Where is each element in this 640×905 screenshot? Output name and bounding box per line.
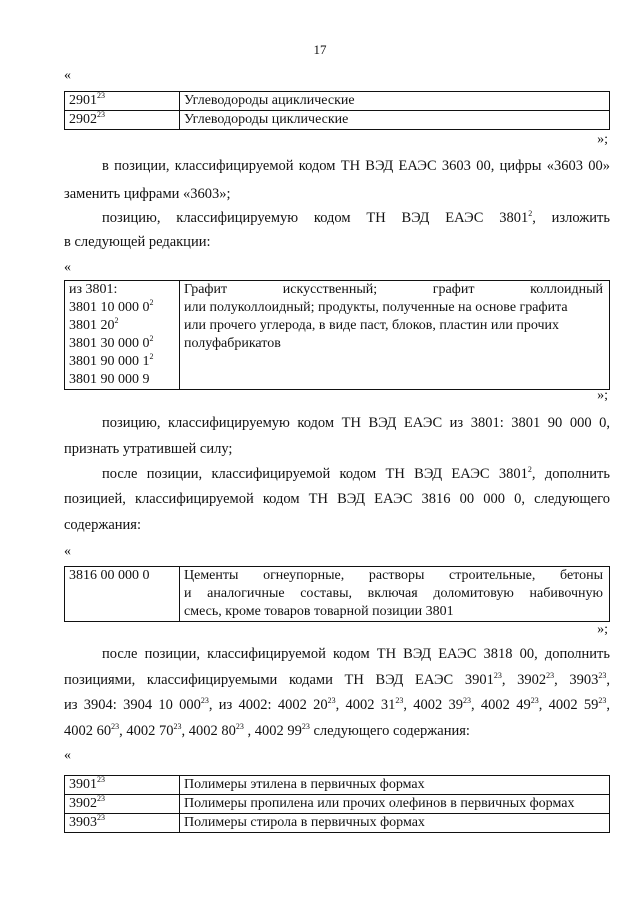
footnote-ref: 2 <box>149 352 154 361</box>
open-quote: « <box>64 260 71 275</box>
footnote-ref: 23 <box>327 696 336 705</box>
description-cell <box>180 567 610 622</box>
footnote-ref: 23 <box>173 722 182 731</box>
paragraph-after-3818-line3 <box>64 696 610 715</box>
footnote-ref: 23 <box>493 671 502 680</box>
table-row <box>65 111 610 130</box>
footnote-ref: 2 <box>114 316 119 325</box>
paragraph-3801-repeal-cont: признать утратившей силу; <box>64 441 233 457</box>
description-line: смесь, кроме товаров товарной позиции 3801 <box>184 604 454 619</box>
footnote-ref: 23 <box>301 722 310 731</box>
footnote-ref: 23 <box>598 696 607 705</box>
code-line: из 3801: <box>69 282 118 297</box>
description-cell: Полимеры этилена в первичных формах <box>180 776 610 795</box>
paragraph-after-3818-line2 <box>64 671 610 690</box>
footnote-ref: 23 <box>97 813 105 822</box>
code-line: 3801 30 000 $0^2$ <box>69 334 154 351</box>
paragraph-after-3801-line3: содержания: <box>64 517 142 533</box>
text-segment: позициями, классифицируемыми кодами ТН ВЭД ЕАЭС 3901 <box>64 672 494 688</box>
footnote-ref: 2 <box>149 334 154 343</box>
footnote-ref: 23 <box>463 696 472 705</box>
paragraph-3801-repeal: позицию, классифицируемую кодом ТН ВЭД ЕАЭС из 3801: 3801 90 000 0, <box>102 415 610 431</box>
page-number: 17 <box>313 42 327 57</box>
description-line: Цементы огнеупорные, растворы строительные, бетоны <box>184 568 603 583</box>
close-quote: »; <box>597 622 608 637</box>
description-cell: Полимеры стирола в первичных формах <box>180 814 610 833</box>
text-segment: следующего содержания: <box>309 723 470 739</box>
text-segment: , <box>606 672 610 688</box>
paragraph-3801-cont: в следующей редакции: <box>64 234 211 250</box>
text-segment: из 3904: 3904 10 000 <box>64 697 201 713</box>
codes-cell <box>65 281 180 390</box>
open-quote: « <box>64 68 71 83</box>
code-cell: 3901$^{23}$ <box>65 776 180 795</box>
table-row <box>65 92 610 111</box>
description-cell: Углеводороды ациклические <box>180 92 610 111</box>
text-segment: , 4002 39 <box>403 697 464 713</box>
text-segment: , 4002 59 <box>538 697 599 713</box>
paragraph-after-3801-line2: позицией, классифицируемой кодом ТН ВЭД ЕАЭС 3816 00 000 0, следующего <box>64 491 610 507</box>
table-row <box>65 814 610 833</box>
text-segment: , 4002 99 <box>243 723 302 739</box>
code-line: 3801 $20^2$ <box>69 316 119 333</box>
paragraph-3603-cont: заменить цифрами «3603»; <box>64 186 231 202</box>
table-polymers <box>64 775 610 833</box>
footnote-ref: 23 <box>530 696 539 705</box>
description-cell: Углеводороды циклические <box>180 111 610 130</box>
description-cell <box>180 281 610 390</box>
code-cell: 3816 00 000 0 <box>65 567 180 622</box>
footnote-ref: 23 <box>97 110 105 119</box>
footnote-ref: 23 <box>111 722 120 731</box>
footnote-ref: 23 <box>546 671 555 680</box>
paragraph-after-3801: после позиции, классифицируемой кодом ТН ВЭД ЕАЭС 3801$^2$, дополнить <box>102 465 611 482</box>
code-line: 3801 90 000 $1^2$ <box>69 352 154 369</box>
text-segment: , 4002 49 <box>471 697 531 713</box>
text-segment: , 4002 80 <box>181 723 236 739</box>
table-row <box>65 795 610 814</box>
description-line: или прочего углерода, в виде паст, блоков, пластин или прочих <box>184 318 560 333</box>
description-line: или полуколлоидный; продукты, полученные на основе графита <box>184 300 568 315</box>
footnote-ref: 23 <box>200 696 209 705</box>
footnote-ref: 23 <box>97 91 105 100</box>
footnote-ref: 23 <box>395 696 404 705</box>
code-cell: 3902$^{23}$ <box>65 795 180 814</box>
paragraph-after-3818-line4 <box>64 722 470 741</box>
table-refractory-cements <box>64 566 610 622</box>
code-line: 3801 90 000 9 <box>69 372 150 387</box>
description-line: Графит искусственный; графит коллоидный <box>184 282 603 297</box>
description-cell: Полимеры пропилена или прочих олефинов в первичных формах <box>180 795 610 814</box>
close-quote: »; <box>597 388 608 403</box>
paragraph-3801: позицию, классифицируемую кодом ТН ВЭД ЕАЭС 3801$^2$, изложить <box>102 209 610 226</box>
footnote-ref: 23 <box>598 671 607 680</box>
description-line: и аналогичные составы, включая доломитовую набивочную <box>184 586 603 601</box>
open-quote: « <box>64 544 71 559</box>
code-cell: 3903$^{23}$ <box>65 814 180 833</box>
footnote-ref: 2 <box>149 298 154 307</box>
table-row <box>65 776 610 795</box>
table-graphite <box>64 280 610 390</box>
paragraph-3603: в позиции, классифицируемой кодом ТН ВЭД ЕАЭС 3603 00, цифры «3603 00» <box>102 158 610 174</box>
text-segment: , из 4002: 4002 20 <box>208 697 328 713</box>
table-acyclic-hydrocarbons <box>64 91 610 130</box>
close-quote: »; <box>597 132 608 147</box>
text-segment: , 4002 31 <box>335 697 396 713</box>
footnote-ref: 23 <box>235 722 244 731</box>
code-cell: 2901$^{23}$ <box>65 92 180 111</box>
text-segment: , 3902 <box>501 672 547 688</box>
open-quote: « <box>64 748 71 763</box>
text-segment: , 3903 <box>554 672 599 688</box>
text-segment: , <box>606 697 611 713</box>
description-line: полуфабрикатов <box>184 336 281 351</box>
footnote-ref: 23 <box>97 775 105 784</box>
text-segment: 4002 60 <box>64 723 112 739</box>
paragraph-after-3818: после позиции, классифицируемой кодом ТН ВЭД ЕАЭС 3818 00, дополнить <box>102 646 610 662</box>
footnote-ref: 23 <box>97 794 105 803</box>
code-cell: 2902$^{23}$ <box>65 111 180 130</box>
code-line: 3801 10 000 $0^2$ <box>69 298 154 315</box>
text-segment: , 4002 70 <box>119 723 174 739</box>
